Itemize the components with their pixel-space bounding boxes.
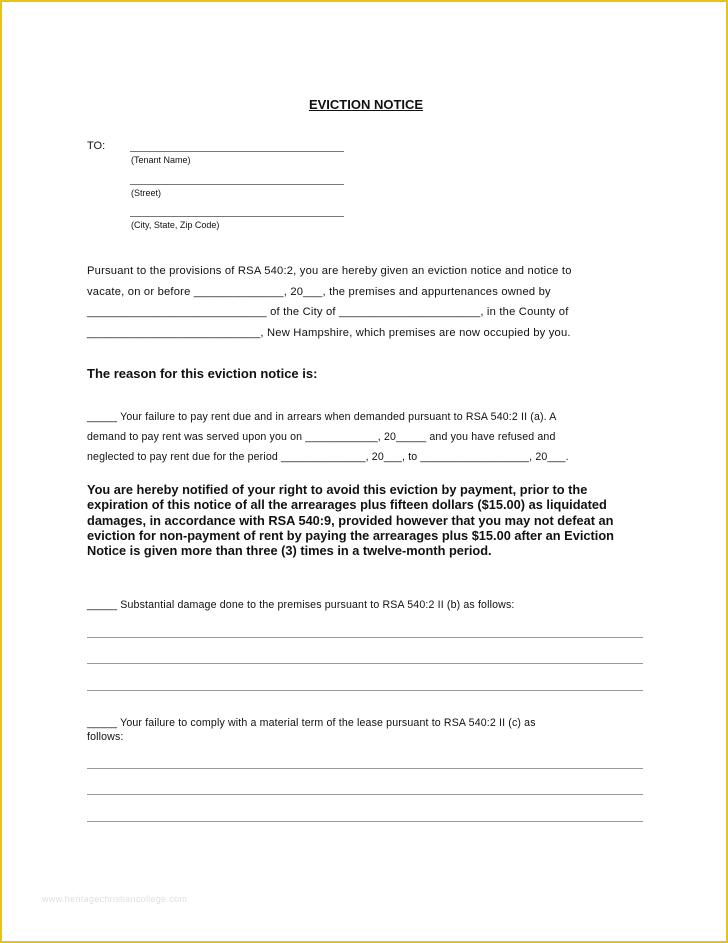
reason-c-paragraph: [87, 717, 643, 744]
tenant-name-caption: (Tenant Name): [131, 155, 191, 165]
reason-c-line-rule: [87, 821, 643, 822]
pursuant-line: ___________________________, New Hampshire, which premises are now occupied by you.: [87, 326, 571, 339]
pursuant-paragraph: [87, 261, 647, 343]
reason-b-line: [87, 663, 643, 664]
document-title: EVICTION NOTICE: [308, 97, 424, 112]
tenant-name-line: [130, 151, 344, 152]
reason-b-line: [87, 690, 643, 691]
reason-c-line-rule: [87, 768, 643, 769]
reason-a-line: _____ Your failure to pay rent due and in arrears when demanded pursuant to RSA 540:2 II (a). A: [87, 411, 557, 423]
pursuant-line: vacate, on or before ______________, 20___, the premises and appurtenances owned by: [87, 285, 551, 298]
reason-a-paragraph: [87, 407, 643, 467]
watermark-text: www.heritagechristiancollege.com: [42, 894, 188, 904]
payment-notice-paragraph: You are hereby notified of your right to avoid this eviction by payment, prior to the expiration of this notice of all the arrearages plus fifteen dollars ($15.00) as liquidated damages, in accordance with RSA 540:9, provided however that you may not defeat an eviction for non-payment of rent by paying the arrearages plus $15.00 after an Eviction Notice is given more than three (3) times in a twelve-month period.: [87, 482, 614, 559]
reason-c-line: follows:: [87, 730, 124, 743]
reason-c-line: _____ Your failure to comply with a material term of the lease pursuant to RSA 540:2 II (c) as: [87, 717, 536, 729]
reason-a-line: neglected to pay rent due for the period ______________, 20___, to __________________, 20___.: [87, 451, 569, 463]
reason-b-text: _____ Substantial damage done to the premises pursuant to RSA 540:2 II (b) as follows:: [87, 599, 515, 611]
street-line: [130, 184, 344, 185]
pursuant-line: ____________________________ of the City of ______________________, in the County of: [87, 306, 569, 319]
street-caption: (Street): [131, 188, 162, 198]
to-label: TO:: [87, 140, 106, 152]
reason-c-line-rule: [87, 794, 643, 795]
city-state-zip-line: [130, 216, 344, 217]
pursuant-line: Pursuant to the provisions of RSA 540:2, you are hereby given an eviction notice and notice to: [87, 265, 572, 277]
reason-a-line: demand to pay rent was served upon you on ____________, 20_____ and you have refused and: [87, 431, 556, 443]
reason-heading: The reason for this eviction notice is:: [87, 366, 318, 381]
reason-b-line: [87, 637, 643, 638]
city-state-zip-caption: (City, State, Zip Code): [131, 220, 220, 230]
